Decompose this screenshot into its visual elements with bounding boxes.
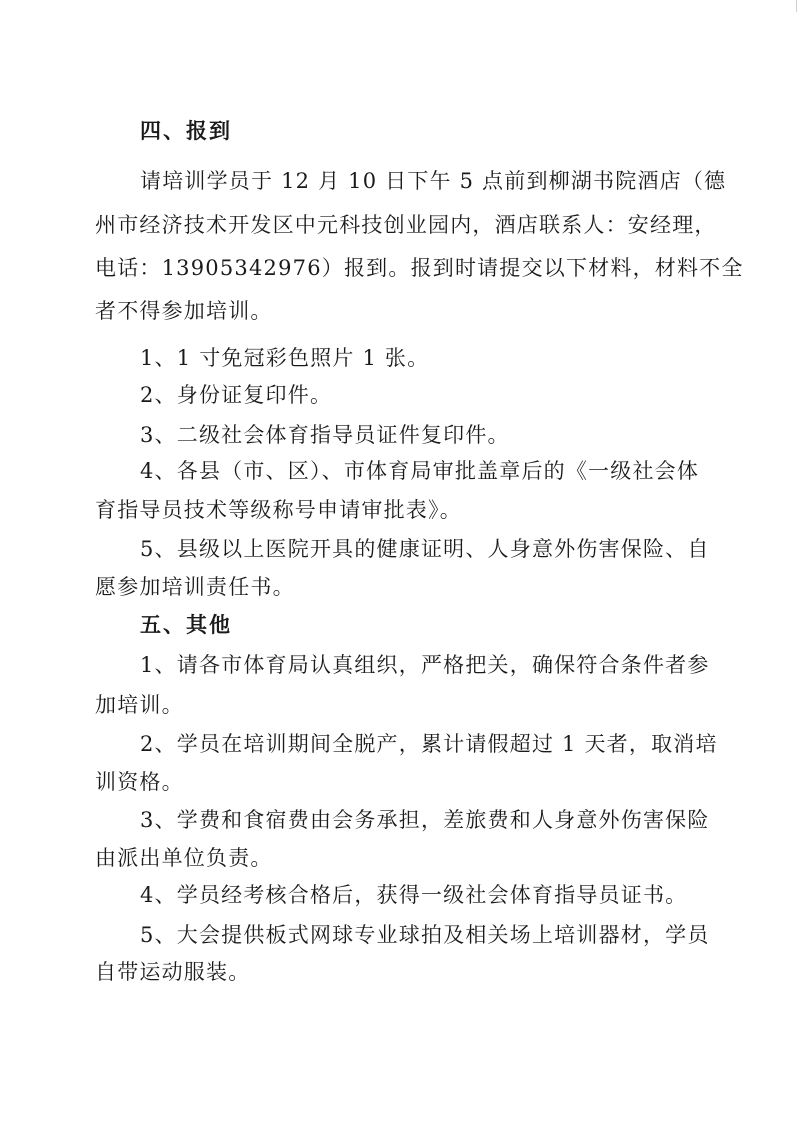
scan-edge-mark (796, 0, 797, 12)
section-five-heading: 五、其他 (140, 612, 232, 637)
section-five-item-5-line-2: 自带运动服装。 (95, 960, 251, 984)
section-four-intro-line-2: 州市经济技术开发区中元科技创业园内，酒店联系人：安经理， (95, 213, 717, 237)
section-four-heading: 四、报到 (140, 118, 232, 143)
section-four-item-5-line-2: 愿参加培训责任书。 (95, 575, 295, 599)
section-five-item-4: 4、学员经考核合格后，获得一级社会体育指导员证书。 (140, 883, 688, 907)
section-five-item-1-line-2: 加培训。 (95, 693, 184, 717)
section-four-item-4-line-1: 4、各县（市、区）、市体育局审批盖章后的《一级社会体 (140, 459, 700, 483)
section-five-item-2-line-1: 2、学员在培训期间全脱产，累计请假超过 1 天者，取消培 (140, 732, 718, 756)
section-four-item-2: 2、身份证复印件。 (140, 383, 333, 407)
section-five-item-5-line-1: 5、大会提供板式网球专业球拍及相关场上培训器材，学员 (140, 923, 710, 947)
section-four-item-5-line-1: 5、县级以上医院开具的健康证明、人身意外伤害保险、自 (140, 537, 710, 561)
section-five-item-3-line-2: 由派出单位负责。 (95, 846, 273, 870)
section-four-intro-line-1: 请培训学员于 12 月 10 日下午 5 点前到柳湖书院酒店（德 (140, 169, 727, 193)
section-four-item-4-line-2: 育指导员技术等级称号申请审批表》。 (95, 498, 462, 522)
section-four-intro-line-3: 电话：13905342976）报到。报到时请提交以下材料，材料不全 (95, 256, 744, 280)
section-five-item-2-line-2: 训资格。 (95, 770, 184, 794)
section-five-item-3-line-1: 3、学费和食宿费由会务承担，差旅费和人身意外伤害保险 (140, 808, 710, 832)
section-five-item-1-line-1: 1、请各市体育局认真组织，严格把关，确保符合条件者参 (140, 653, 710, 677)
section-four-item-1: 1、1 寸免冠彩色照片 1 张。 (140, 346, 430, 370)
section-four-intro-line-4: 者不得参加培训。 (95, 299, 273, 323)
section-four-item-3: 3、二级社会体育指导员证件复印件。 (140, 423, 510, 447)
